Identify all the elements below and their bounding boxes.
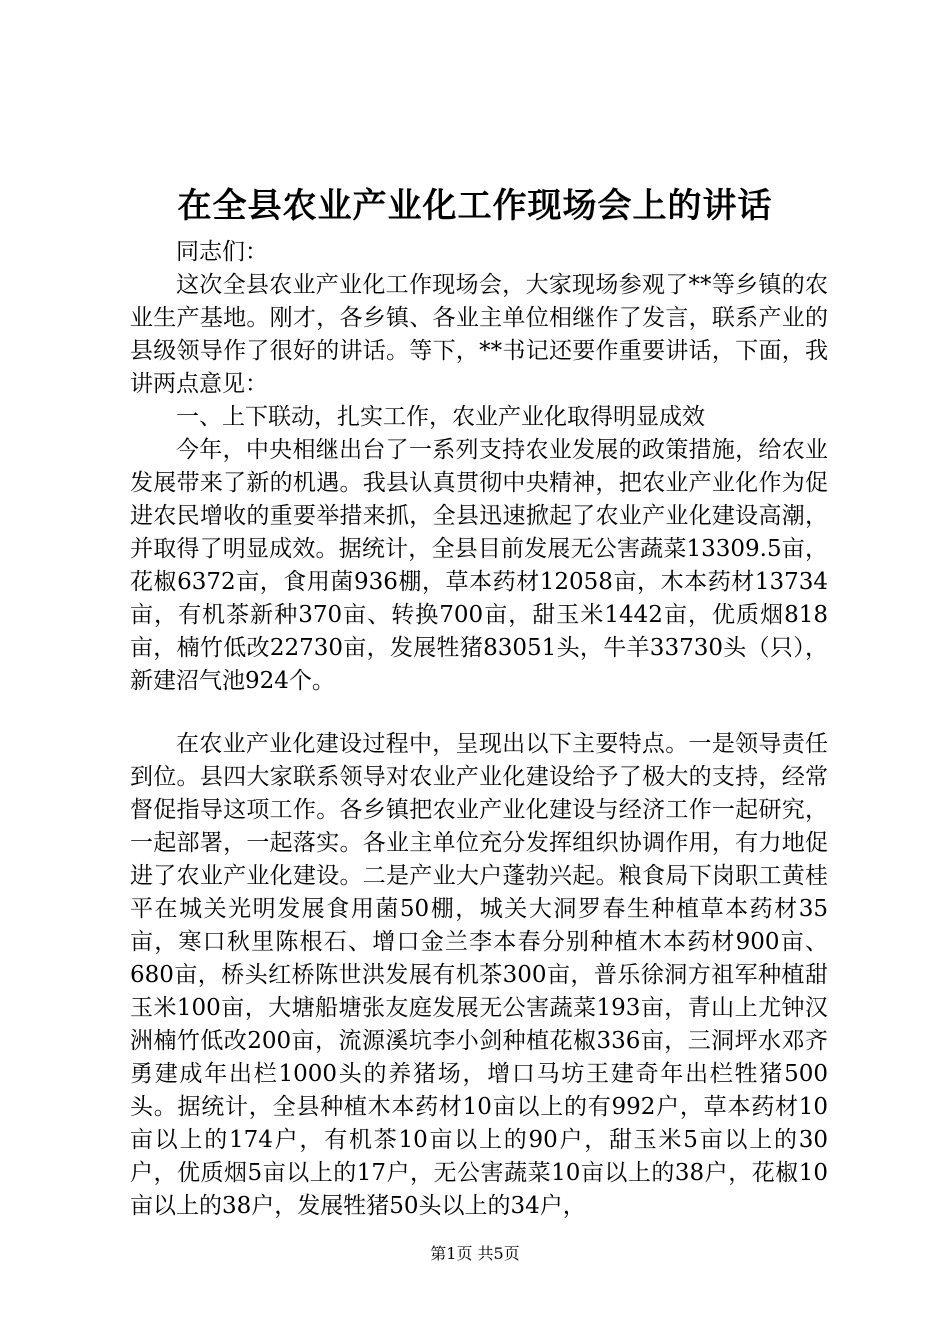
achievements-paragraph: 今年，中央相继出台了一系列支持农业发展的政策措施，给农业发展带来了新的机遇。我县认真贯彻中央精神，把农业产业化作为促进农民增收的重要举措来抓，全县迅速掀起了农业产业化建设高潮，并取得了明显成效。据统计，全县目前发展无公害蔬菜13309.5亩，花椒6372亩，食用菌936棚，草本药材12058亩，木本药材13734亩，有机茶新种370亩、转换700亩，甜玉米1442亩，优质烟818亩，楠竹低改22730亩，发展牲猪83051头，牛羊33730头（只），新建沼气池924个。 [130,437,828,694]
document-title: 在全县农业产业化工作现场会上的讲话 [177,186,773,226]
salutation: 同志们： [176,239,268,265]
intro-paragraph: 这次全县农业产业化工作现场会，大家现场参观了**等乡镇的农业生产基地。刚才，各乡镇、各业主单位相继作了发言，联系产业的县级领导作了很好的讲话。等下，**书记还要作重要讲话，下面，我讲两点意见： [130,272,828,397]
section-heading: 一、上下联动，扎实工作，农业产业化取得明显成效 [176,404,705,430]
document-body [130,236,828,1223]
features-paragraph: 在农业产业化建设过程中，呈现出以下主要特点。一是领导责任到位。县四大家联系领导对农业产业化建设给予了极大的支持，经常督促指导这项工作。各乡镇把农业产业化建设与经济工作一起研究，一起部署，一起落实。各业主单位充分发挥组织协调作用，有力地促进了农业产业化建设。二是产业大户蓬勃兴起。粮食局下岗职工黄桂平在城关光明发展食用菌50棚，城关大洞罗春生种植草本药材35亩，寒口秋里陈根石、增口金兰李本春分别种植木本药材900亩、680亩，桥头红桥陈世洪发展有机茶300亩，普乐徐洞方祖军种植甜玉米100亩，大塘船塘张友庭发展无公害蔬菜193亩，青山上尤钟汉洲楠竹低改200亩，流源溪坑李小剑种植花椒336亩，三洞坪水邓齐勇建成年出栏1000头的养猪场，增口马坊王建奇年出栏牲猪500头。据统计，全县种植木本药材10亩以上的有992户，草本药材10亩以上的174户，有机茶10亩以上的90户，甜玉米5亩以上的30户，优质烟5亩以上的17户，无公害蔬菜10亩以上的38户，花椒10亩以上的38户，发展牲猪50头以上的34户， [130,731,828,1219]
page-number-footer: 第1页 共5页 [430,1244,520,1263]
